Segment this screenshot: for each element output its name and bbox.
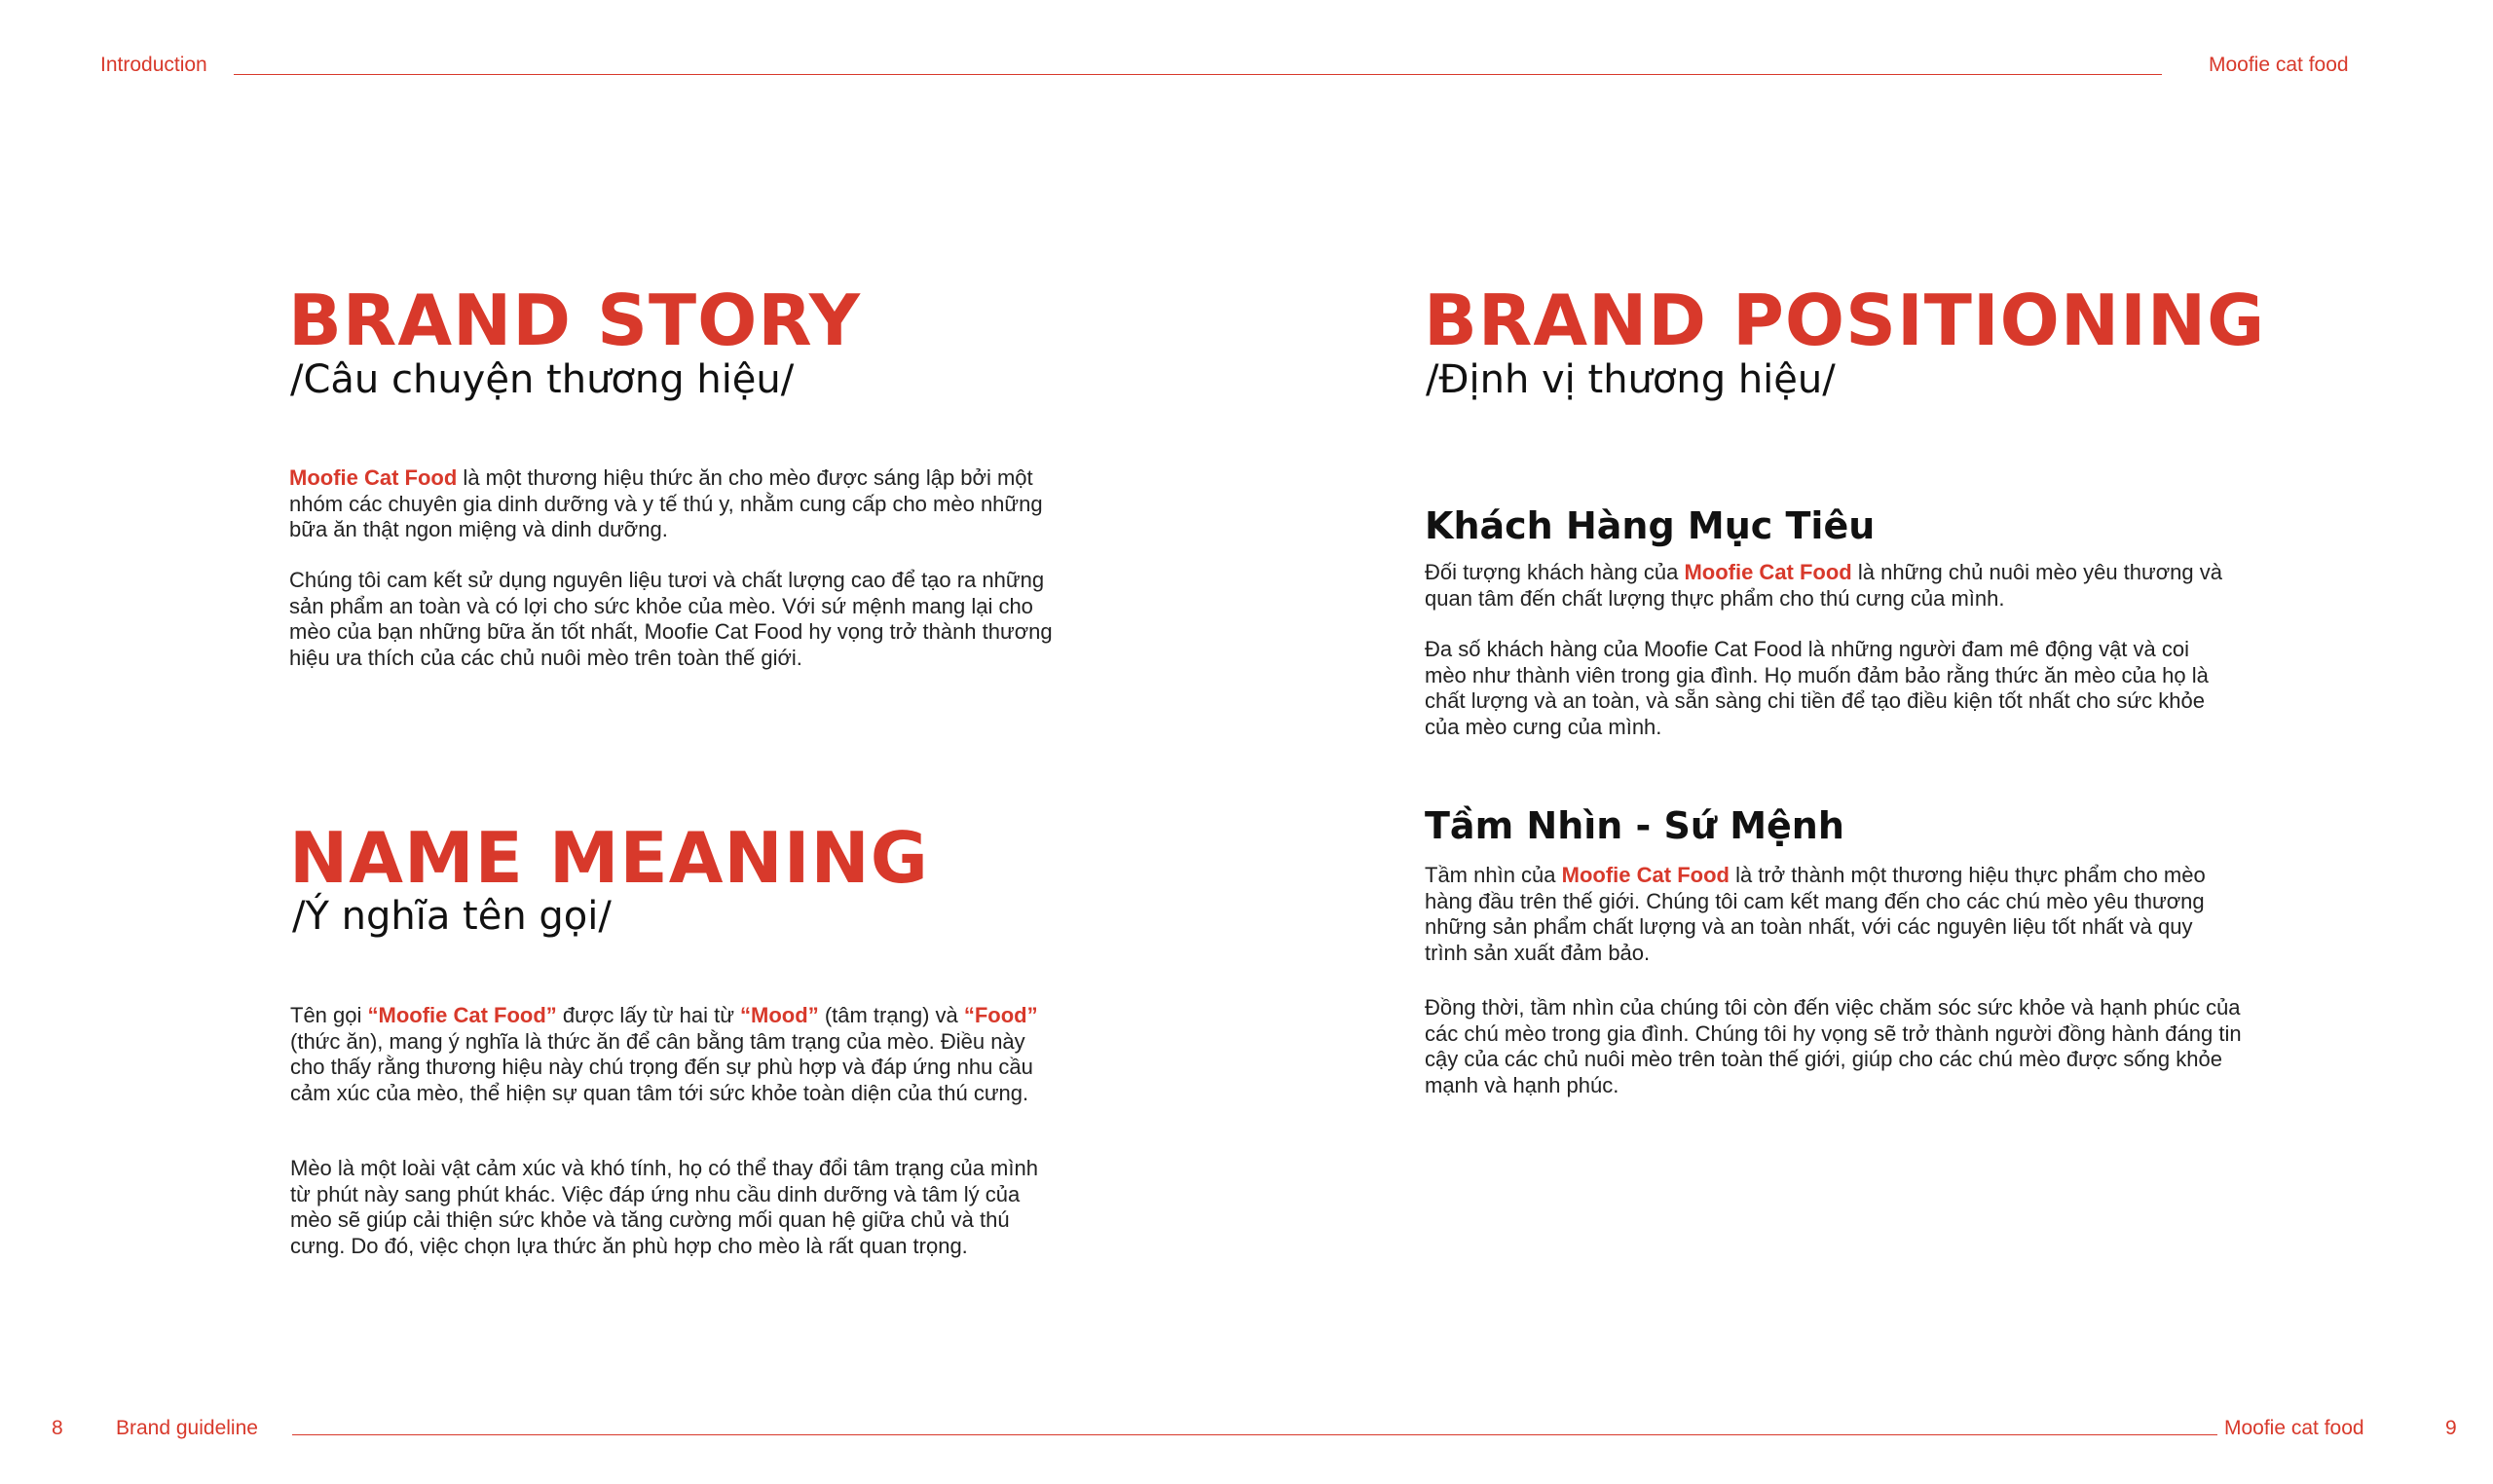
brand-story-title: BRAND STORY: [288, 279, 861, 361]
footer-brand-label: Moofie cat food: [2224, 1417, 2364, 1439]
vision-mission-paragraph-2: Đồng thời, tầm nhìn của chúng tôi còn đến việc chăm sóc sức khỏe và hạnh phúc của các chú mèo trong gia đình. Chúng tôi hy vọng sẽ trở thành người đồng hành đáng tin cậy của các chủ nuôi mèo trên toàn thế giới, giúp cho các chú mèo được sống khỏe mạnh và hạnh phúc.: [1425, 995, 2242, 1097]
text-run: Tên gọi: [290, 1003, 368, 1027]
target-customer-paragraph-2: Đa số khách hàng của Moofie Cat Food là những người đam mê động vật và coi mèo như thành viên trong gia đình. Họ muốn đảm bảo rằng thức ăn mèo của họ là chất lượng và an toàn, và sẵn sàng chi tiền để tạo điều kiện tốt nhất cho sức khỏe của mèo cưng của mình.: [1425, 637, 2209, 739]
text-run: được lấy từ hai từ: [556, 1003, 741, 1027]
food-word: “Food”: [963, 1003, 1038, 1027]
target-customer-paragraph-1: [1425, 560, 2233, 612]
text-run: là trở thành một thương hiệu thực phẩm cho mèo hàng đầu trên thế giới. Chúng tôi cam kết mang đến cho các chú mèo yêu thương những sản phẩm chất lượng và an toàn nhất, với các nguyên liệu tốt nhất và quy trình sản xuất đảm bảo.: [1425, 863, 2206, 965]
text-run: Tầm nhìn của: [1425, 863, 1562, 887]
text-run: Đối tượng khách hàng của: [1425, 560, 1685, 584]
header-section-label: Introduction: [100, 54, 207, 76]
header-rule: [234, 74, 2162, 75]
brand-name-highlight: Moofie Cat Food: [1561, 863, 1730, 887]
vision-mission-heading: Tầm Nhìn - Sứ Mệnh: [1425, 804, 1844, 847]
page-number-left: 8: [52, 1417, 63, 1439]
brand-story-subtitle: /Câu chuyện thương hiệu/: [290, 357, 795, 402]
name-meaning-title: NAME MEANING: [289, 817, 929, 899]
brand-positioning-title: BRAND POSITIONING: [1424, 279, 2266, 361]
header-brand-label: Moofie cat food: [2209, 54, 2349, 76]
text-run: (thức ăn), mang ý nghĩa là thức ăn để cân bằng tâm trạng của mèo. Điều này cho thấy rằng thương hiệu này chú trọng đến sự phù hợp và đáp ứng nhu cầu cảm xúc của mèo, thể hiện sự quan tâm tới sức khỏe toàn diện của thú cưng.: [290, 1028, 1033, 1105]
mood-word: “Mood”: [740, 1003, 819, 1027]
brand-story-paragraph-2: Chúng tôi cam kết sử dụng nguyên liệu tươi và chất lượng cao để tạo ra những sản phẩm an toàn và có lợi cho sức khỏe của mèo. Với sứ mệnh mang lại cho mèo của bạn những bữa ăn tốt nhất, Moofie Cat Food hy vọng trở thành thương hiệu ưa thích của các chủ nuôi mèo trên toàn thế giới.: [289, 568, 1053, 670]
brand-name-highlight: Moofie Cat Food: [289, 465, 458, 490]
footer-guideline-label: Brand guideline: [116, 1417, 258, 1439]
brand-story-paragraph-1-text: là một thương hiệu thức ăn cho mèo được sáng lập bởi một nhóm các chuyên gia dinh dưỡng và y tế thú y, nhằm cung cấp cho mèo những bữa ăn thật ngon miệng và dinh dưỡng.: [289, 465, 1043, 541]
name-meaning-paragraph-1: [290, 1003, 1050, 1106]
name-meaning-paragraph-2: Mèo là một loài vật cảm xúc và khó tính, họ có thể thay đổi tâm trạng của mình từ phút này sang phút khác. Việc đáp ứng nhu cầu dinh dưỡng và tâm lý của mèo sẽ giúp cải thiện sức khỏe và tăng cường mối quan hệ giữa chủ và thú cưng. Do đó, việc chọn lựa thức ăn phù hợp cho mèo là rất quan trọng.: [290, 1156, 1038, 1258]
brand-story-paragraph-1: [289, 465, 1068, 543]
brand-name-quote: “Moofie Cat Food”: [367, 1003, 557, 1027]
text-run: (tâm trạng) và: [818, 1003, 964, 1027]
page-number-right: 9: [2445, 1417, 2457, 1439]
text-run: là những chủ nuôi mèo yêu thương và quan tâm đến chất lượng thực phẩm cho thú cưng của mình.: [1425, 560, 2222, 611]
target-customer-heading: Khách Hàng Mục Tiêu: [1425, 504, 1876, 547]
vision-mission-paragraph-1: [1425, 863, 2233, 966]
name-meaning-subtitle: /Ý nghĩa tên gọi/: [292, 894, 612, 939]
brand-positioning-subtitle: /Định vị thương hiệu/: [1426, 357, 1836, 402]
footer-rule: [292, 1434, 2217, 1435]
brand-name-highlight: Moofie Cat Food: [1684, 560, 1852, 584]
